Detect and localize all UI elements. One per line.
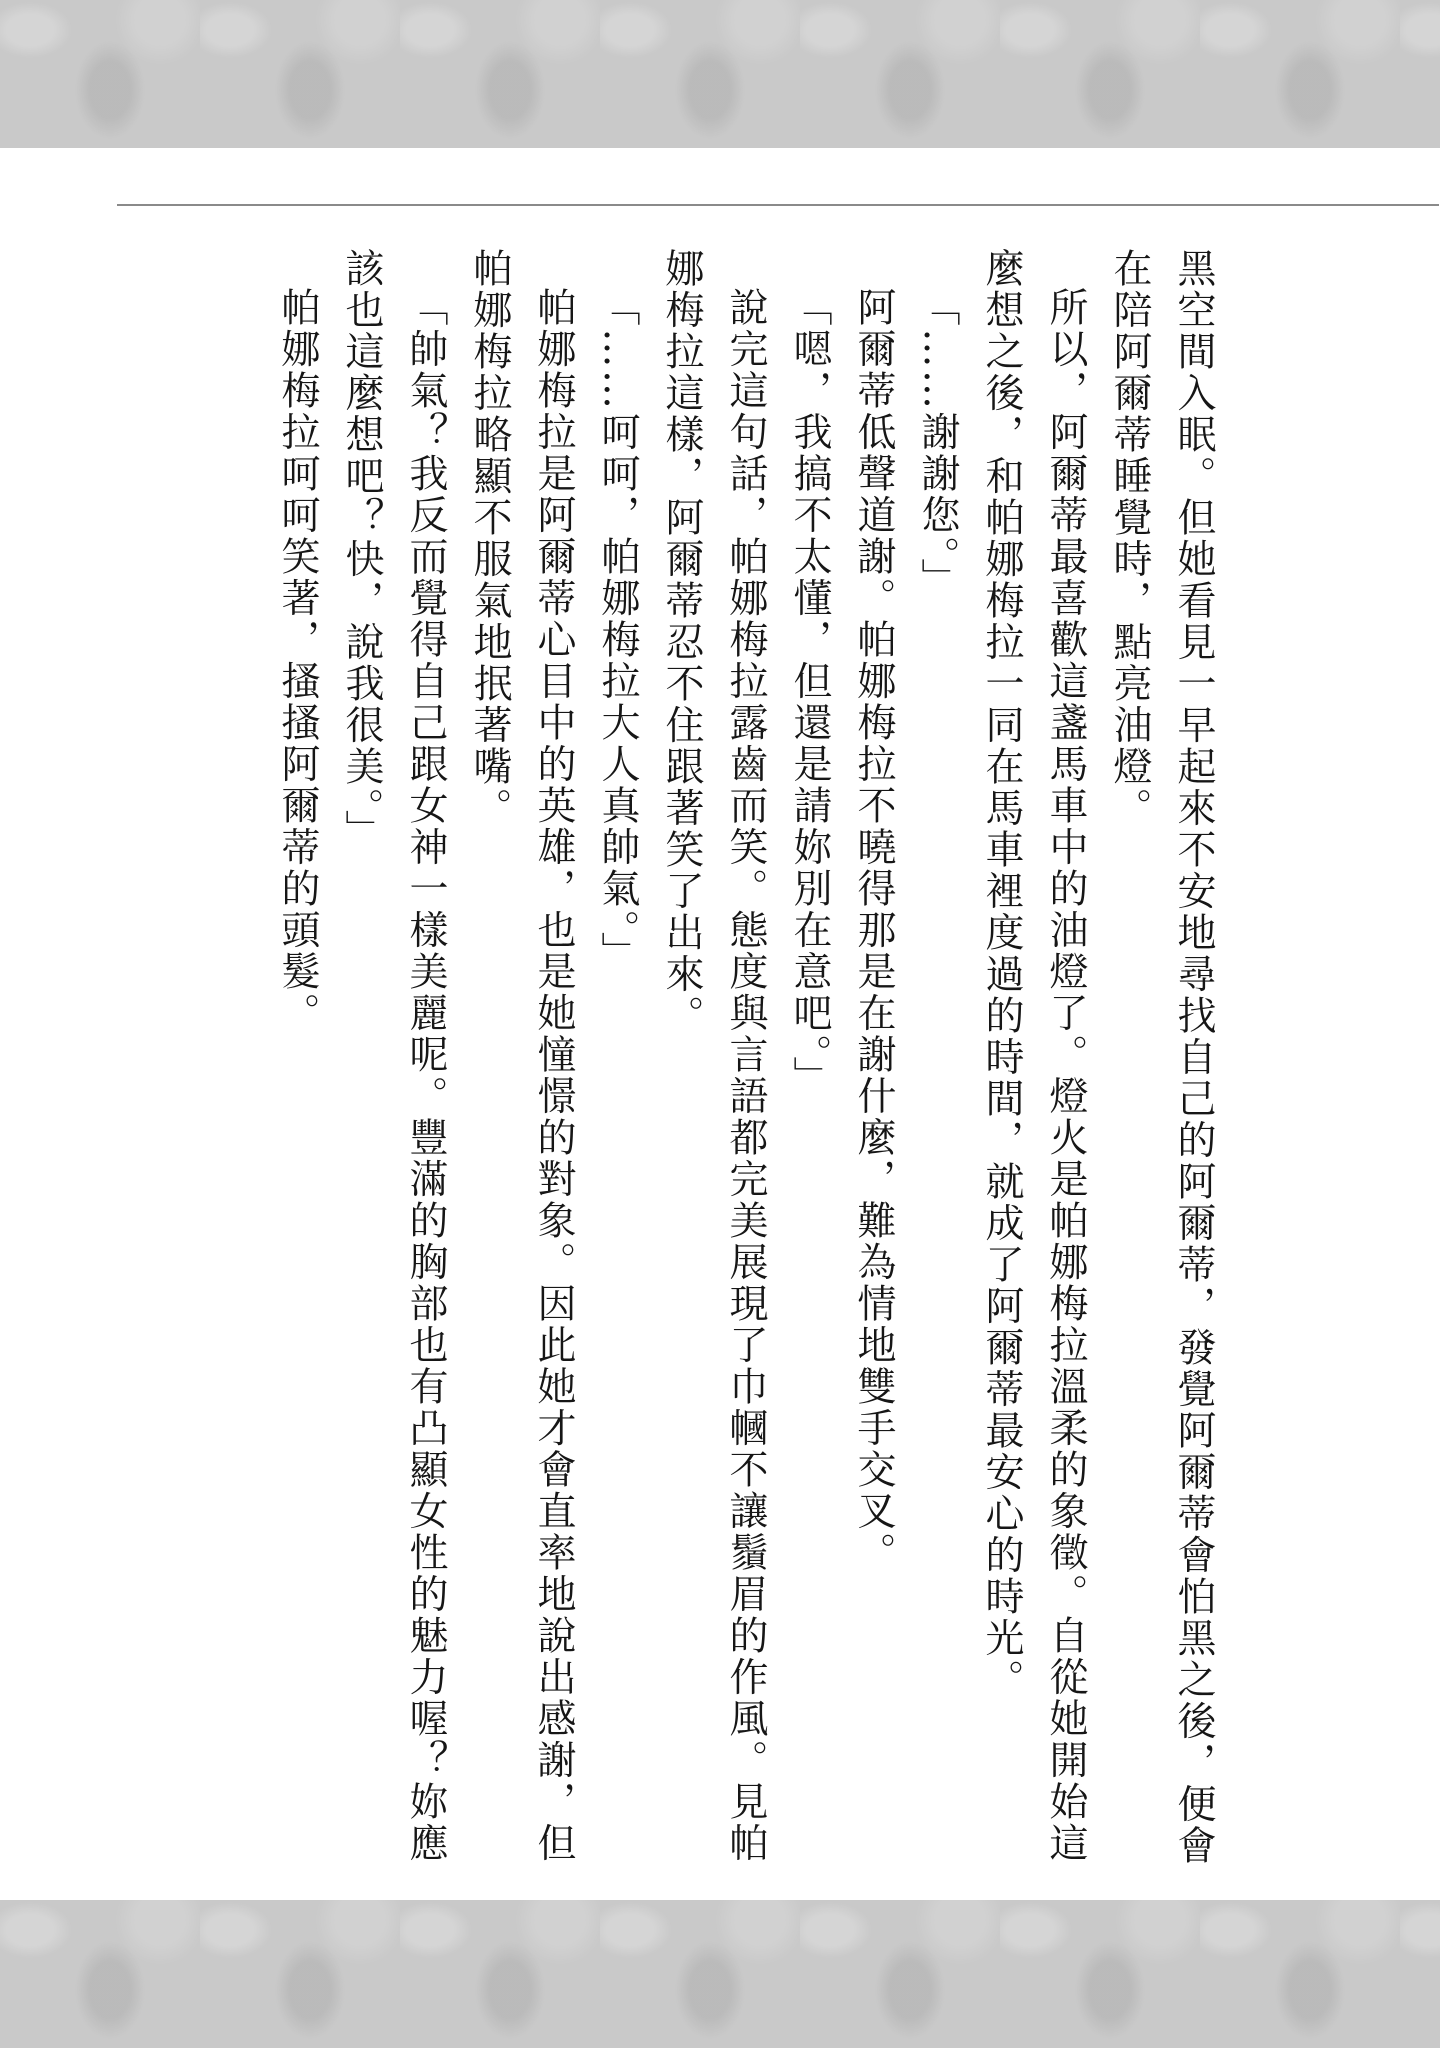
header-rule xyxy=(117,204,1439,206)
decorative-header-band xyxy=(0,0,1440,148)
paragraph: 帕娜梅拉是阿爾蒂心目中的英雄，也是她憧憬的對象。因此她才會直率地說出感謝，但帕娜梅拉略顯不服氣地抿著嘴。 xyxy=(467,248,576,1864)
paragraph: 說完這句話，帕娜梅拉露齒而笑。態度與言語都完美展現了巾幗不讓鬚眉的作風。見帕娜梅拉這樣，阿爾蒂忍不住跟著笑了出來。 xyxy=(659,248,768,1864)
paragraph: 帕娜梅拉呵呵笑著，搔搔阿爾蒂的頭髮。 xyxy=(275,287,320,1034)
paragraph: 「……謝謝您。」 xyxy=(915,287,960,600)
body-text xyxy=(175,248,1225,1888)
paragraph: 「……呵呵，帕娜梅拉大人真帥氣。」 xyxy=(595,287,640,973)
paragraph: 「帥氣？我反而覺得自己跟女神一樣美麗呢。豐滿的胸部也有凸顯女性的魅力喔？妳應該也這麼想吧？快，說我很美。」 xyxy=(339,248,448,1864)
paragraph: 所以，阿爾蒂最喜歡這盞馬車中的油燈了。燈火是帕娜梅拉溫柔的象徵。自從她開始這麼想之後，和帕娜梅拉一同在馬車裡度過的時間，就成了阿爾蒂最安心的時光。 xyxy=(979,248,1088,1864)
paragraph: 黑空間入眠。但她看見一早起來不安地尋找自己的阿爾蒂，發覺阿爾蒂會怕黑之後，便會在陪阿爾蒂睡覺時，點亮油燈。 xyxy=(1107,248,1216,1867)
decorative-footer-band xyxy=(0,1900,1440,2048)
paragraph: 「嗯，我搞不太懂，但還是請妳別在意吧。」 xyxy=(787,287,832,1098)
paragraph: 阿爾蒂低聲道謝。帕娜梅拉不曉得那是在謝什麼，難為情地雙手交叉。 xyxy=(851,287,896,1574)
